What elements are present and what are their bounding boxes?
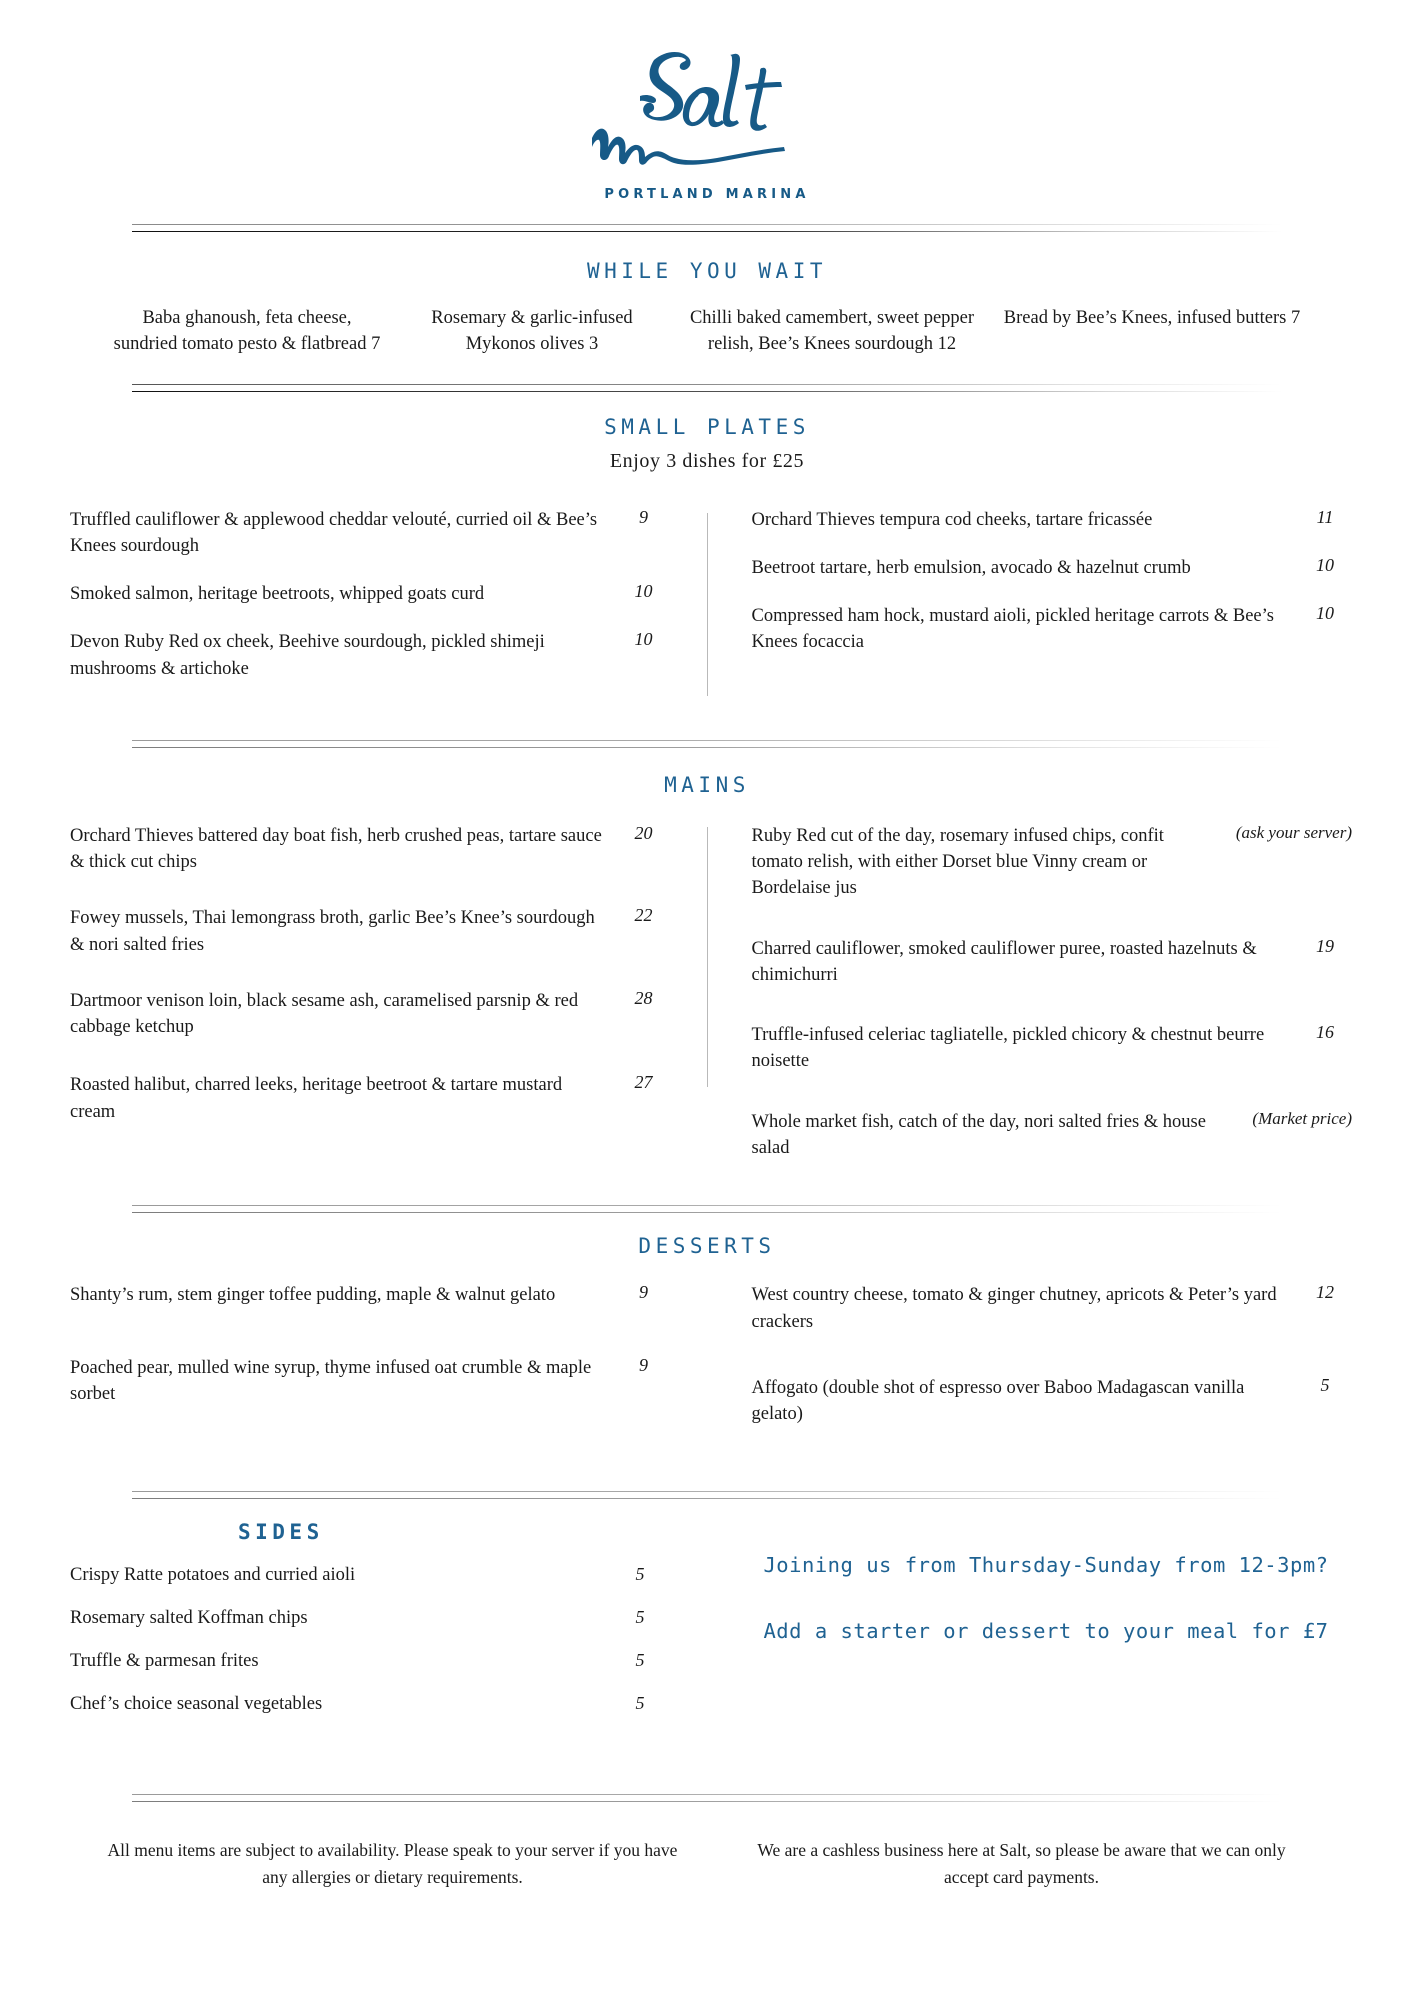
brand-subtitle: PORTLAND MARINA <box>604 187 810 202</box>
menu-item <box>70 629 671 682</box>
menu-item <box>70 581 671 607</box>
desserts-left-column <box>70 1282 707 1449</box>
menu-item-price: 10 <box>1316 554 1334 575</box>
menu-item-price: 28 <box>634 987 653 1008</box>
menu-item-price: 12 <box>1316 1282 1334 1303</box>
menu-item <box>752 507 1353 533</box>
menu-item-price: 5 <box>635 1607 645 1628</box>
menu-item-price: 20 <box>634 822 653 843</box>
menu-item-name: Orchard Thieves battered day boat fish, herb crushed peas, tartare sauce & thick cut chips <box>70 825 602 873</box>
promo-line-2: Add a starter or dessert to your meal for £7 <box>763 1619 1329 1644</box>
menu-item-price: 9 <box>639 1354 648 1375</box>
menu-item-name: Affogato (double shot of espresso over Baboo Madagascan vanilla gelato) <box>751 1377 1245 1425</box>
list-item: Bread by Bee’s Knees, infused butters 7 <box>1003 308 1301 328</box>
menu-item <box>70 1650 670 1672</box>
menu-item-name: Rosemary salted Koffman chips <box>70 1608 308 1629</box>
menu-item-name: Charred cauliflower, smoked cauliflower puree, roasted hazelnuts & chimichurri <box>751 938 1257 985</box>
menu-item-name: Crispy Ratte potatoes and curried aioli <box>70 1565 356 1586</box>
promo-column <box>670 1520 1352 1736</box>
menu-item-price: 22 <box>634 905 653 926</box>
menu-item <box>70 1355 671 1408</box>
promo-line-1: Joining us from Thursday-Sunday from 12-3pm? <box>763 1553 1329 1578</box>
menu-item-price: 9 <box>639 1282 648 1303</box>
menu-item <box>70 1693 670 1715</box>
menu-item-price: (Market price) <box>1252 1108 1352 1128</box>
menu-item-price: 5 <box>635 1564 645 1585</box>
menu-item-name: Roasted halibut, charred leeks, heritage beetroot & tartare mustard cream <box>70 1075 563 1122</box>
small-plates-right-column <box>708 507 1353 704</box>
menu-item-name: Shanty’s rum, stem ginger toffee pudding, maple & walnut gelato <box>70 1285 556 1306</box>
menu-item-price: 10 <box>1316 603 1334 624</box>
menu-item-price: 9 <box>639 506 648 527</box>
divider-small-plates <box>132 384 1282 393</box>
menu-item-price: 5 <box>635 1650 645 1671</box>
menu-item-name: Fowey mussels, Thai lemongrass broth, garlic Bee’s Knee’s sourdough & nori salted fries <box>70 908 595 955</box>
footer <box>0 1837 1414 1890</box>
menu-item-name: Smoked salmon, heritage beetroots, whipped goats curd <box>70 584 485 605</box>
menu-item-name: Truffle & parmesan frites <box>70 1651 259 1672</box>
section-heading-sides: SIDES <box>238 1520 324 1545</box>
menu-item <box>752 603 1353 656</box>
menu-item <box>70 905 671 958</box>
small-plates-left-column <box>70 507 707 704</box>
menu-item-name: Poached pear, mulled wine syrup, thyme infused oat crumble & maple sorbet <box>70 1357 592 1404</box>
menu-item-name: Ruby Red cut of the day, rosemary infused chips, confit tomato relish, with either Dorset blue Vinny cream or Bordelaise jus <box>751 825 1164 899</box>
menu-item-price: 10 <box>634 581 653 602</box>
section-heading-mains: MAINS <box>664 772 750 797</box>
mains-right-column <box>708 823 1353 1183</box>
menu-item <box>752 823 1353 902</box>
menu-item-name: Whole market fish, catch of the day, nori salted fries & house salad <box>751 1111 1206 1158</box>
menu-item <box>752 1375 1353 1428</box>
menu-item <box>70 823 671 876</box>
menu-item-name: Devon Ruby Red ox cheek, Beehive sourdough, pickled shimeji mushrooms & artichoke <box>70 632 545 679</box>
menu-item-price: 27 <box>634 1072 653 1093</box>
menu-item-price: 19 <box>1316 935 1334 956</box>
menu-item-name: Compressed ham hock, mustard aioli, pickled heritage carrots & Bee’s Knees focaccia <box>751 606 1274 653</box>
menu-item <box>70 507 671 560</box>
footer-payment-notice: We are a cashless business here at Salt, so please be aware that we can only accept card payments. <box>757 1840 1286 1887</box>
mains-left-column <box>70 823 707 1183</box>
list-item: Rosemary & garlic-infused Mykonos olives 3 <box>431 308 633 355</box>
menu-item <box>752 1022 1353 1075</box>
small-plates-grid <box>0 507 1414 704</box>
menu-item-name: Truffle-infused celeriac tagliatelle, pickled chicory & chestnut beurre noisette <box>751 1025 1265 1072</box>
menu-item-name: Orchard Thieves tempura cod cheeks, tartare fricassée <box>751 509 1153 530</box>
desserts-right-column <box>708 1282 1353 1449</box>
divider-mains <box>132 740 1282 749</box>
menu-item-name: Dartmoor venison loin, black sesame ash, caramelised parsnip & red cabbage ketchup <box>70 990 579 1038</box>
menu-item-name: Truffled cauliflower & applewood cheddar velouté, curried oil & Bee’s Knees sourdough <box>70 509 598 556</box>
menu-item <box>70 1607 670 1629</box>
menu-item <box>70 1072 671 1125</box>
list-item: Baba ghanoush, feta cheese, sundried tomato pesto & flatbread 7 <box>113 308 381 355</box>
desserts-grid <box>0 1282 1414 1449</box>
footer-allergy-notice: All menu items are subject to availability. Please speak to your server if you have any allergies or dietary requirements. <box>107 1840 678 1887</box>
menu-item-name: Beetroot tartare, herb emulsion, avocado & hazelnut crumb <box>751 557 1191 578</box>
menu-item <box>752 1109 1353 1162</box>
divider-top <box>132 224 1282 233</box>
menu-item <box>70 988 671 1041</box>
menu-item-price: 5 <box>635 1693 645 1714</box>
menu-item <box>752 1282 1353 1335</box>
small-plates-subtitle: Enjoy 3 dishes for £25 <box>609 449 805 472</box>
menu-item <box>70 1564 670 1586</box>
divider-sides <box>132 1491 1282 1500</box>
sides-column <box>70 1520 670 1736</box>
brand-logo <box>0 0 1414 202</box>
section-heading-small-plates: SMALL PLATES <box>604 414 810 439</box>
menu-item <box>752 936 1353 989</box>
sides-and-promo <box>0 1520 1414 1736</box>
divider-footer <box>132 1794 1282 1803</box>
section-heading-while-you-wait: WHILE YOU WAIT <box>586 259 827 283</box>
mains-grid <box>0 823 1414 1183</box>
logo-mark <box>582 38 832 188</box>
menu-item <box>70 1282 671 1308</box>
menu-item-price: 16 <box>1316 1022 1334 1043</box>
salt-script-logo-icon <box>582 38 832 166</box>
section-heading-desserts: DESSERTS <box>638 1234 776 1259</box>
menu-item-price: (ask your server) <box>1235 822 1352 842</box>
menu-item-name: West country cheese, tomato & ginger chutney, apricots & Peter’s yard crackers <box>751 1285 1277 1332</box>
divider-desserts <box>132 1205 1282 1214</box>
menu-item-price: 10 <box>634 629 653 650</box>
menu-item-name: Chef’s choice seasonal vegetables <box>70 1694 323 1715</box>
while-you-wait-items <box>0 305 1414 358</box>
list-item: Chilli baked camembert, sweet pepper relish, Bee’s Knees sourdough 12 <box>689 308 975 355</box>
menu-item-price: 5 <box>1320 1374 1330 1395</box>
menu-item-price: 11 <box>1316 506 1334 527</box>
menu-item <box>752 555 1353 581</box>
